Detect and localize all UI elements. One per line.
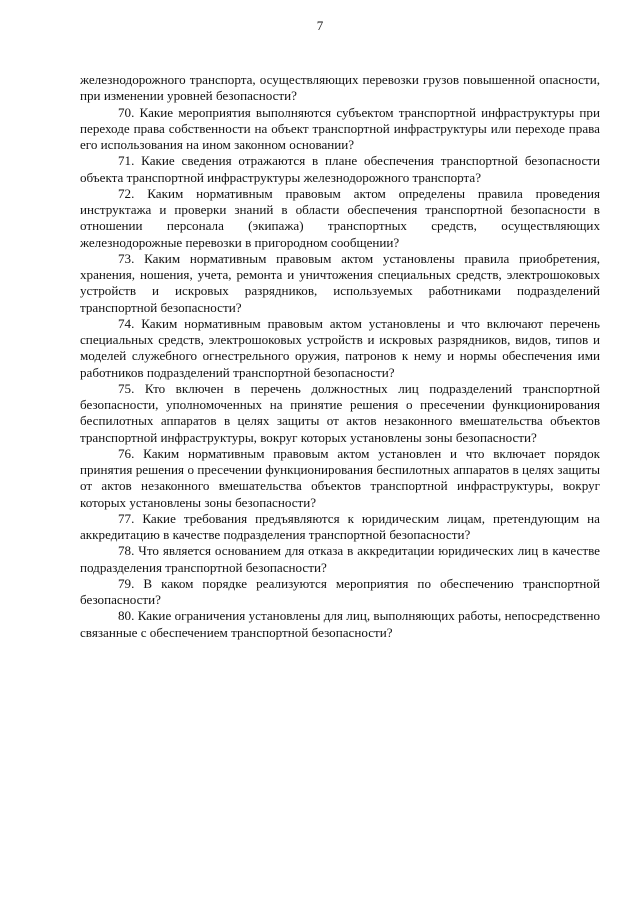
question-76: 76. Каким нормативным правовым актом установлен и что включает порядок принятия решения о пресечении функционирования беспилотных аппаратов в целях защиты от актов незаконного вмешательства объектов транспортной инфраструктуры, вокруг которых установлены зоны безопасности? (80, 445, 600, 510)
question-77: 77. Какие требования предъявляются к юридическим лицам, претендующим на аккредитацию в качестве подразделения транспортной безопасности? (80, 510, 600, 542)
document-body (80, 72, 600, 641)
question-71: 71. Какие сведения отражаются в плане обеспечения транспортной безопасности объекта транспортной инфраструктуры железнодорожного транспорта? (80, 153, 600, 185)
question-78: 78. Что является основанием для отказа в аккредитации юридических лиц в качестве подразделения транспортной безопасности? (80, 543, 600, 575)
question-80: 80. Какие ограничения установлены для лиц, выполняющих работы, непосредственно связанные с обеспечением транспортной безопасности? (80, 608, 600, 640)
page-number: 7 (316, 18, 324, 33)
question-72: 72. Каким нормативным правовым актом определены правила проведения инструктажа и проверки знаний в области обеспечения транспортной безопасности в отношении персонала (экипажа) транспортных средств, осуществляющих железнодорожные перевозки в пригородном сообщении? (80, 185, 600, 250)
question-75: 75. Кто включен в перечень должностных лиц подразделений транспортной безопасности, уполномоченных на принятие решения о пресечении функционирования беспилотных аппаратов в целях защиты от актов незаконного вмешательства объектов транспортной инфраструктуры, вокруг которых установлены зоны безопасности? (80, 380, 600, 445)
question-70: 70. Какие мероприятия выполняются субъектом транспортной инфраструктуры при переходе права собственности на объект транспортной инфраструктуры или переходе права его использования на ином законном основании? (80, 104, 600, 152)
question-73: 73. Каким нормативным правовым актом установлены правила приобретения, хранения, ношения, учета, ремонта и уничтожения специальных средств, электрошоковых устройств и искровых разрядников, используемых работниками подразделений транспортной безопасности? (80, 250, 600, 315)
question-79: 79. В каком порядке реализуются мероприятия по обеспечению транспортной безопасности? (80, 575, 600, 607)
paragraph-continuation: железнодорожного транспорта, осуществляющих перевозки грузов повышенной опасности, при изменении уровней безопасности? (80, 72, 600, 104)
question-74: 74. Каким нормативным правовым актом установлены и что включают перечень специальных средств, электрошоковых устройств и искровых разрядников, видов, типов и моделей служебного огнестрельного оружия, патронов к нему и нормы обеспечения ими работников подразделений транспортной безопасности? (80, 315, 600, 380)
